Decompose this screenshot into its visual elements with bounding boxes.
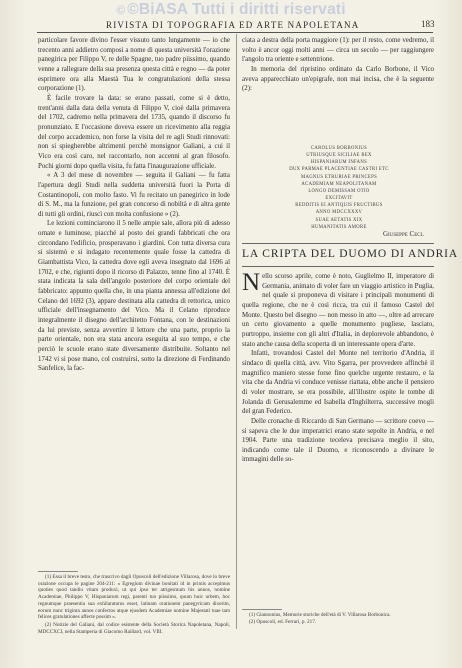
watermark <box>0 1 462 19</box>
left-footnotes <box>38 574 230 636</box>
page-number: 183 <box>421 19 435 29</box>
drop-cap: N <box>242 269 261 296</box>
watermark-text: ©BiASA Tutti i diritti riservati <box>127 1 346 18</box>
running-title: RIVISTA DI TOPOGRAFIA ED ARTE NAPOLETANA <box>106 20 360 30</box>
paragraph: In memoria del ripristino ordinato da Carlo Borbone, il Vico aveva apparecchiato un'epigrafe, non mai incisa, che è la seguente (2): <box>242 65 434 93</box>
paragraph-text: ello scorso aprile, come è noto, Guglielmo II, imperatore di Germania, animato di voler fare un viaggio artistico in Puglia, nel quale si proponeva di visitare i principali monumenti di quella regione, che ne è così ricca, tra cui il famoso Castel del Monte. Questo bel disegno — non messo in atto —, oltre ad arrecare un certo giovamento a quelle monumento pugliese, lasciato, purtroppo, insieme con gli altri d'Italia, in deplorevole abbandono, è stato anche causa della scoperta di un interessante opera d'arte. <box>242 273 434 348</box>
inscription-line: REDDITIS EI ANTIQUIS FRUCTIBUS <box>295 203 383 209</box>
inscription-line: CAROLUS BORBONIUS <box>310 146 368 151</box>
inscription-line: ACADEMIAM NEAPOLITANAM <box>301 181 377 187</box>
paragraph: È facile trovare la data: se erano passati, come si è detto, trent'anni dalla data della venuta di Filippo V, cioè dalla primavera del 1702, cadremo nella primavera del 1735, quando il discorso fu pronunziato. E l'occasione doveva essere un ricevimento alla reggia del corpo accademico, non forse la visita del re agli Studi rinnovati: non si spiegherebbe altrimenti perchè monsignor Galiani, a cui il Vico era così caro, nel raccontarlo, non accenni al gran filosofo. Pochi giorni dopo quella visita, fu fatta l'inaugurazione ufficiale. <box>38 94 230 170</box>
footnote: (1) Giannonius, Memorie storiche dell'età di V. Villarosa Borbonica. <box>249 612 391 618</box>
paragraph: Le lezioni cominciarono il 5 nelle ampie sale, allora più di adesso ornate e luminose, piacché al posto dei grandi fabbricati che ora circondano l'edificio, prosperavano i giardini. Con tutta diversa cura si sistemò e si indagato recentemente quale fosse la cattedra di Giambattista Vico, la cattedra dove egli aveva insegnato dal 1696 al 1702, e che, rigiunti dopo il ricorso di Palazzo, tenne fino al 1740. È stata indicata la sala dell'angolo posteriore del corpo orientale del fabbricato: appunto quella che, in una pianta annessa all'edizione del Celano del 1692 (3), appare destinata alla cattedra di rettorica, unico ufficiale dell'insegnamento del Vico. Ma il Celano riproduce integralmente il disegno dell'architetto Fontana, con le destinazioni da lui previste, senza avvertire il lettore che una parte, proprio la parte orientale, non era stata ancora eseguita al suo tempo, e che perciò le scuole erano state diversamente distribuite. Soltanto nel 1742 vi si pose mano, col costruirsi, sotto la direzione di Ferdinando Sanfelice, la fac- <box>38 220 230 373</box>
inscription-line: MAGNUS ETRURIAE PRINCEPS <box>300 174 378 180</box>
paragraph: Infatti, trovandosi Castel del Monte nel territorio d'Andria, il sindaco di quella città, avv. Vito Sgarra, per provvedere affinchè il magnifico maniero stesse forse fino quelche urgente restauro, e la vita che da Andria vi conduce venisse riattata, ebbe anche il pensiero di voler mostrare, se era possibile, all'illustre ospite le tombe di Jolanda di Gerusalemme ed Isabella d'Inghilterra, successive mogli del gran Federico. <box>242 350 434 416</box>
header-rule <box>37 32 433 33</box>
section-rule-bottom <box>242 266 434 267</box>
latin-inscription <box>250 145 428 231</box>
paragraph: particolare favore divino l'esser vissuto tanto lungamente — io che trecento anni addietro composi a nome di questa università l'orazione panegirica per Filippo V, re delle Spagne, tuo padre piissimo, quando venne a rallegrare della sua presenza questa città e regno — da poter esprimere ora alla Maestà Tua le congratulazioni della stessa corporazione (1). <box>38 37 230 93</box>
footnote: (1) Essa il breve testo, che trascrivo dagli Opuscoli dell'edizione Villarosa, dove lo breve orazione occupa le pagine 204-211: « Egregium divinae bonitati id in primis accepimus quoties quod tandiu vitam produxi, ut qui ipso ter atrigesmum his annos, nomine Academiae, Philippo V, Hispaniarum regi, parenti tuo piissimo, quum huic urbem, hoc regnumque praesentia sua exhilaraturus esset, latinam orationem panegyricam dixerim, eorum nunc triginta annos confectos atque ejusdem Academiae nomine Majestati tuae tam felices gratulationes affecte possim ». <box>38 574 230 621</box>
inscription-line: HUMANITATIS AMORE <box>311 224 367 230</box>
inscription-line: DUX PARMAE PLACENTIAE CASTRI ETC <box>289 167 389 173</box>
inscription-line: LONGO DEMISSAM OTIO <box>308 188 370 194</box>
paragraph: ciata a destra della porta maggiore (1): per il resto, come vedremo, il volto è ancor oggi molti anni — circa un secolo — per raggiungere l'angolo tra oriente e settentrione. <box>242 37 434 64</box>
left-column <box>38 36 230 374</box>
inscription-line: ANNO MDCCXXXV <box>315 210 363 216</box>
inscription-line: UTRIUSQUE SICILIAE REX <box>306 153 372 159</box>
author-signature: Giuseppe Ceci. <box>383 230 425 238</box>
article-body <box>242 269 434 465</box>
right-footnotes <box>242 612 434 625</box>
right-column-top <box>242 36 434 94</box>
column-divider <box>236 34 237 629</box>
inscription-line: EXCITAVIT <box>325 196 353 202</box>
footnote: (2) Opuscoli, ed. Ferrari, p. 217. <box>249 618 317 625</box>
inscription-line: SUAE AETATIS XIX <box>315 217 363 223</box>
section-rule-top <box>242 243 434 244</box>
copyright-icon: © <box>116 3 126 17</box>
footnote-rule <box>38 571 78 572</box>
footnote: (2) Notizie del Galiani, dal codice esistente della Società Storica Napoletana, Napoli, MDCCXCI, nella Stamperia di Giacomo Raillard, vol. VIII. <box>38 621 230 635</box>
footnote-rule <box>242 609 282 610</box>
paragraph: « A 3 del mese di novembre — seguita il Galiani — fu fatta l'apertura degli Studi nella suddetta università fuori la Porta di Costantinopoli, con molto fasto. Vi fu recitato un panegirico in lode di S. M., ma la funzione, pel gran concorso di nobiltà e di altra gente di tutti gli ordini, riuscì con molta confusione » (2). <box>38 172 230 218</box>
paragraph <box>242 269 434 349</box>
paragraph: Delle cronache di Riccardo di San Germano — scrittore coevo — si sapeva che le due imperatrici erano state sepolte in Andria, e nel 1904. Parte una tradizione teceleva precisava meglio il sito, indicando come tale il Duomo, e riconoscendo a divinare le immagini delle so- <box>242 417 434 464</box>
section-title: LA CRIPTA DEL DUOMO DI ANDRIA <box>242 248 459 260</box>
inscription-line: HISPANIARUM INFANS <box>310 160 368 166</box>
